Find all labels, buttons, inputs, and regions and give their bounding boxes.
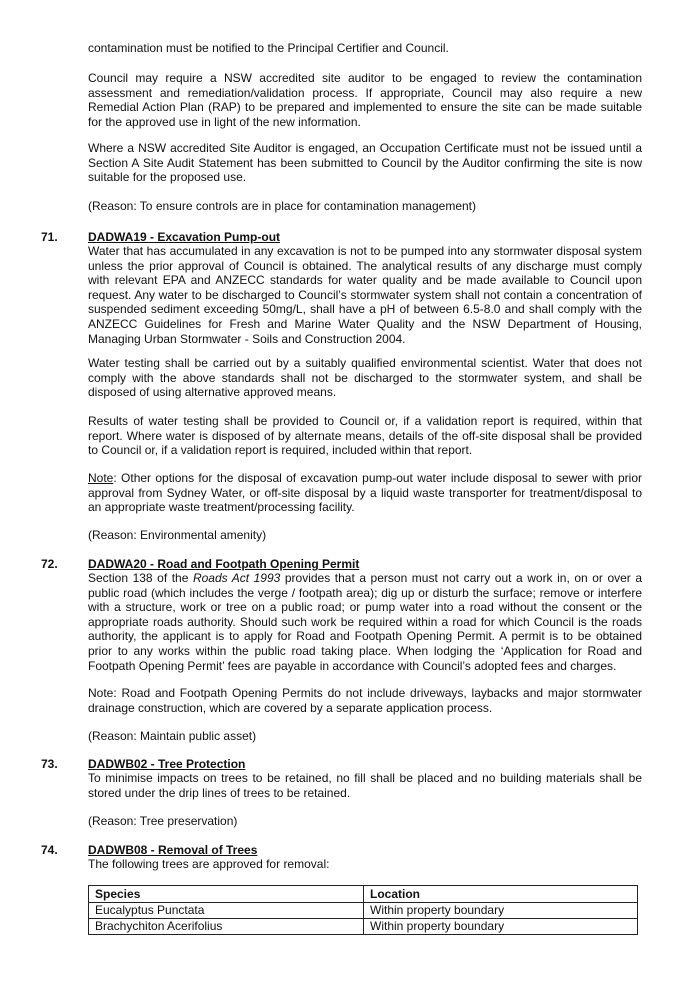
location-column-header: Location [364,886,638,903]
condition-73-reason: (Reason: Tree preservation) [88,814,238,828]
table-row [89,903,638,919]
condition-72-paragraph-2: Note: Road and Footpath Opening Permits do not include driveways, laybacks and major stormwater drainage construction, which are covered by a separate application process. [88,686,642,715]
location-cell: Within property boundary [364,919,638,935]
condition-74-heading: DADWB08 - Removal of Trees [88,843,258,857]
condition-71-number: 71. [41,230,58,244]
location-cell: Within property boundary [364,903,638,919]
table-row [89,919,638,935]
condition-71-paragraph-3: Results of water testing shall be provided to Council or, if a validation report is required, within that report. Where water is disposed of by alternate means, details of the off-site disposal shall be provided to Council or, if a validation report is required, included within that report. [88,414,642,458]
species-cell: Eucalyptus Punctata [89,903,364,919]
intro-paragraph-3: Where a NSW accredited Site Auditor is engaged, an Occupation Certificate must not be issued until a Section A Site Audit Statement has been submitted to Council by the Auditor confirming the site is now suitable for the proposed use. [88,141,642,185]
note-label: Note [88,471,114,485]
intro-paragraph-2: Council may require a NSW accredited site auditor to be engaged to review the contamination assessment and remediation/validation process. If appropriate, Council may also require a new Remedial Action Plan (RAP) to be prepared and implemented to ensure the site can be made suitable for the approved use in light of the new information. [88,71,642,129]
condition-74-intro: The following trees are approved for removal: [88,857,330,871]
table-header-row [89,886,638,903]
condition-72-paragraph-1 [88,571,642,673]
note-text: : Other options for the disposal of excavation pump-out water include disposal to sewer with prior approval from Sydney Water, or off-site disposal by a liquid waste transporter for treatment/disposal to an appropriate waste treatment/processing facility. [88,471,642,515]
condition-71-heading: DADWA19 - Excavation Pump-out [88,230,281,244]
species-cell: Brachychiton Acerifolius [89,919,364,935]
species-column-header: Species [89,886,364,903]
condition-72-heading: DADWA20 - Road and Footpath Opening Permit [88,557,360,571]
condition-71-paragraph-1: Water that has accumulated in any excavation is not to be pumped into any stormwater disposal system unless the prior approval of Council is obtained. The analytical results of any discharge must comply with relevant EPA and ANZECC standards for water quality and be made available to Council upon request. Any water to be discharged to Council’s stormwater system shall not contain a concentration of suspended sediment exceeding 50mg/L, shall have a pH of between 6.5-8.0 and shall comply with the ANZECC Guidelines for Fresh and Marine Water Quality and the NSW Department of Housing, Managing Urban Stormwater - Soils and Construction 2004. [88,244,642,346]
intro-reason: (Reason: To ensure controls are in place for contamination management) [88,199,476,213]
condition-71-reason: (Reason: Environmental amenity) [88,528,267,542]
p1-rest: provides that a person must not carry out a work in, on or over a public road (which includes the verge / footpath area); dig up or disturb the surface; remove or interfere with a structure, work or tree on a public road; or pump water into a road without the consent or the appropriate roads authority. Should such work be required within a road for which Council is the roads authority, the applicant is to apply for Road and Footpath Opening Permit. A permit is to be obtained prior to any works within the public road taking place. When lodging the ‘Application for Road and Footpath Opening Permit’ fees are payable in accordance with Council’s adopted fees and charges. [88,571,643,673]
condition-73-paragraph-1: To minimise impacts on trees to be retained, no fill shall be placed and no building materials shall be stored under the drip lines of trees to be retained. [88,771,642,800]
p1-start: Section 138 of the [88,571,193,585]
condition-72-reason: (Reason: Maintain public asset) [88,729,257,743]
condition-74-number: 74. [41,843,58,857]
condition-73-number: 73. [41,757,58,771]
condition-71-paragraph-2: Water testing shall be carried out by a suitably qualified environmental scientist. Water that does not comply with the above standards shall not be discharged to the stormwater system, and shall be disposed of using alternative approved means. [88,356,642,400]
trees-removal-table [88,885,638,935]
intro-paragraph-1: contamination must be notified to the Principal Certifier and Council. [88,41,449,55]
condition-73-heading: DADWB02 - Tree Protection [88,757,246,771]
condition-72-number: 72. [41,557,58,571]
condition-71-note [88,471,642,515]
roads-act-title: Roads Act 1993 [192,571,281,585]
